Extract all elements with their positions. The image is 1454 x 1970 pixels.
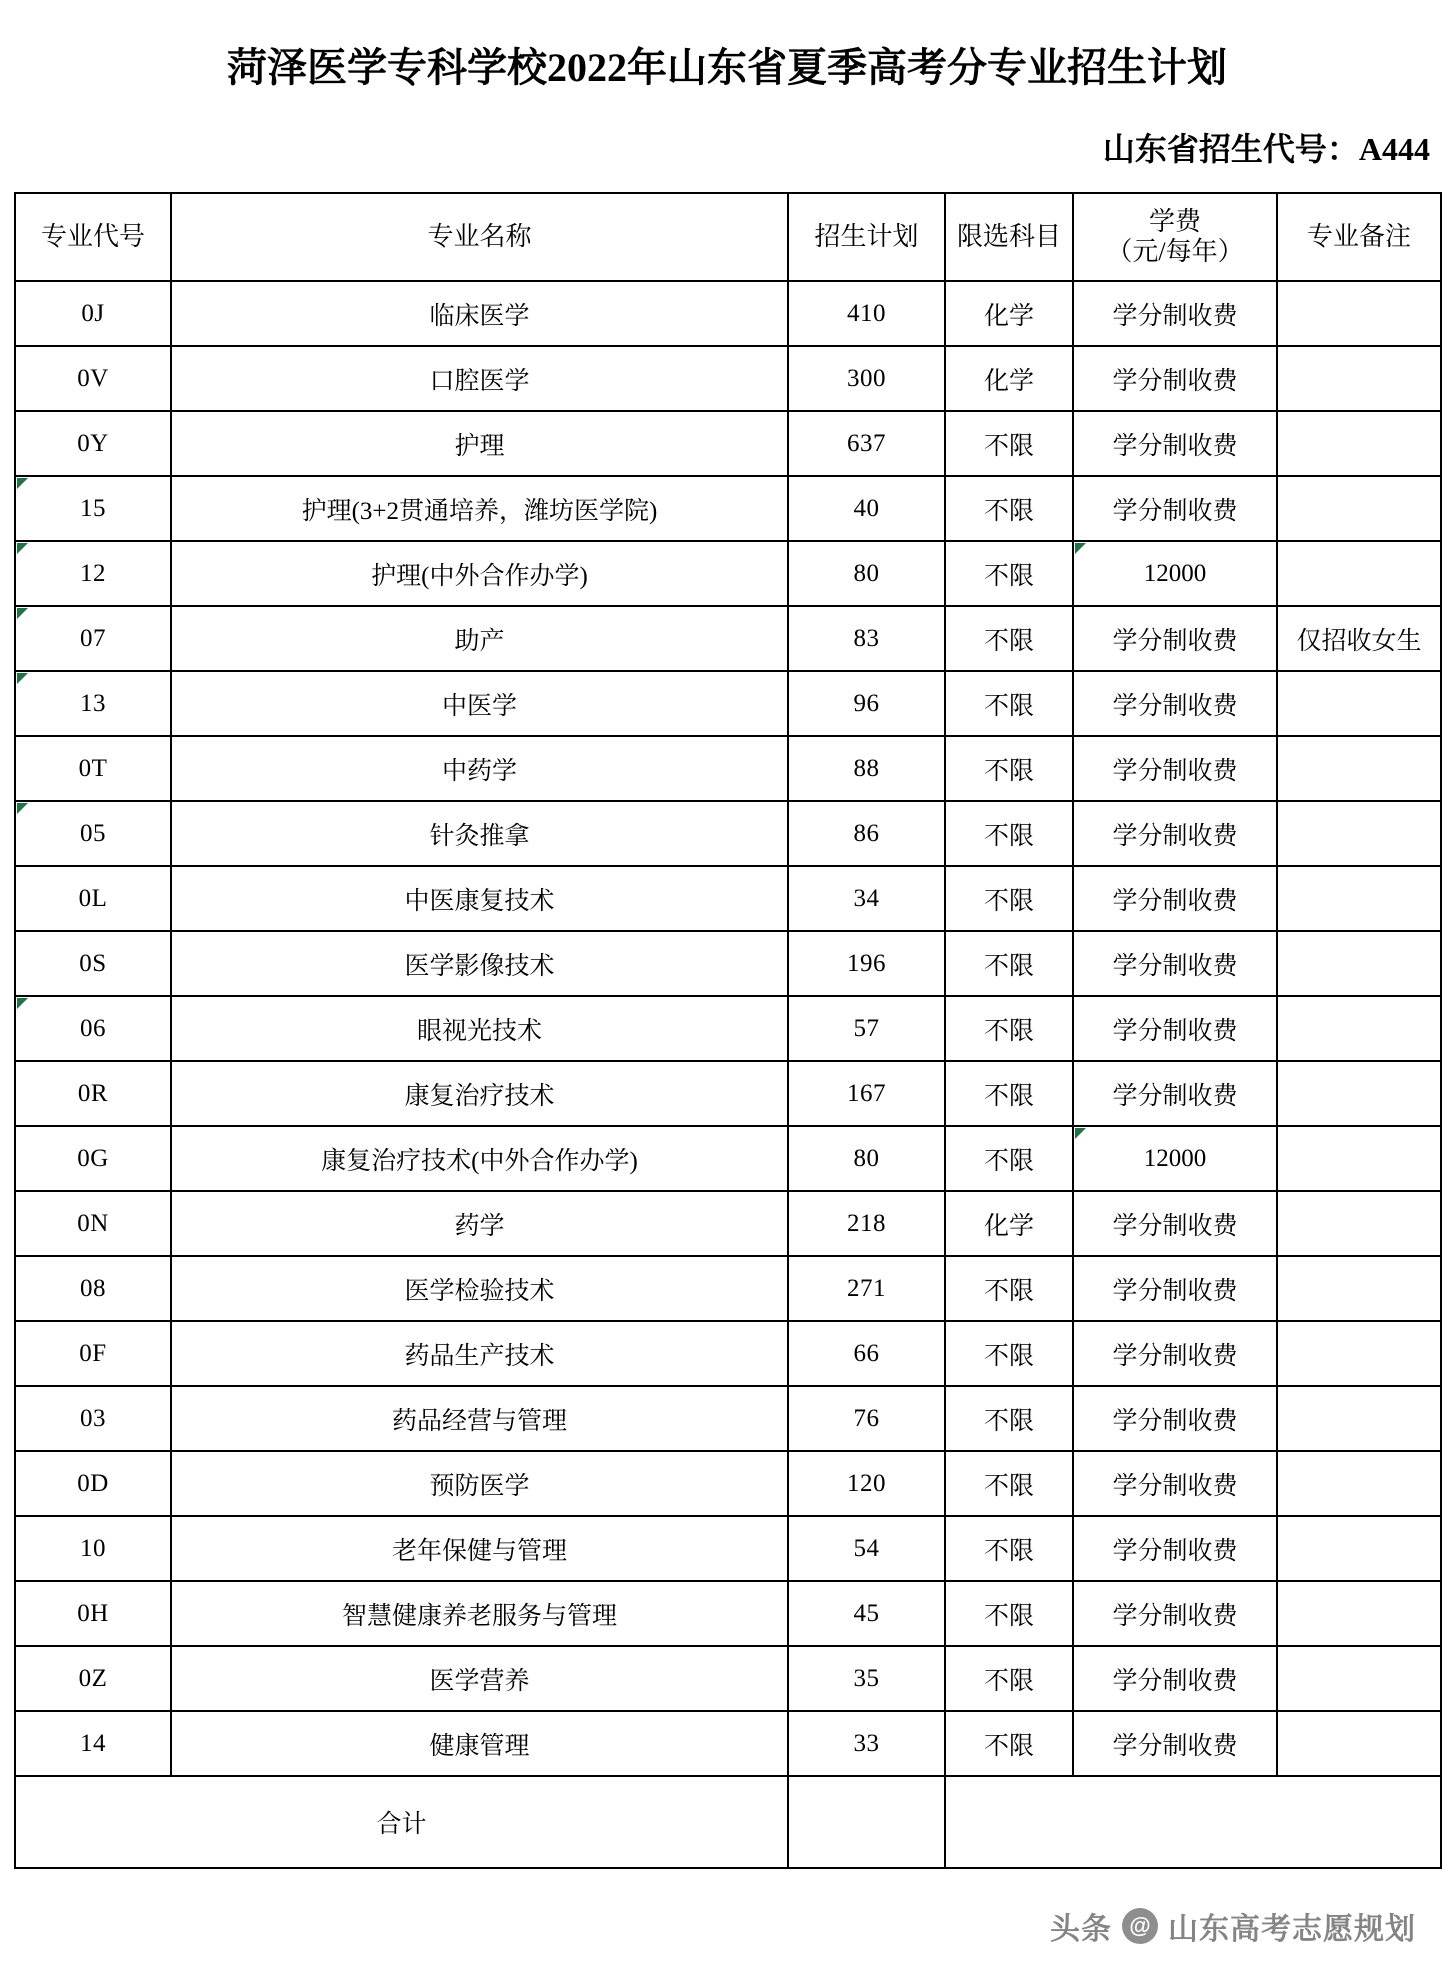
cell-major-code: 14 — [15, 1711, 171, 1776]
cell-major-code: 0V — [15, 346, 171, 411]
admission-plan-table — [14, 192, 1442, 1869]
cell-required-subject: 不限 — [945, 1386, 1073, 1451]
cell-major-note — [1277, 411, 1441, 476]
column-header-required-subject: 限选科目 — [945, 193, 1073, 281]
cell-major-code: 06 — [15, 996, 171, 1061]
cell-major-name: 眼视光技术 — [171, 996, 788, 1061]
cell-major-note — [1277, 866, 1441, 931]
cell-major-name: 老年保健与管理 — [171, 1516, 788, 1581]
cell-major-name: 医学影像技术 — [171, 931, 788, 996]
cell-major-name: 智慧健康养老服务与管理 — [171, 1581, 788, 1646]
cell-major-note — [1277, 931, 1441, 996]
cell-tuition: 学分制收费 — [1073, 411, 1277, 476]
table-row — [15, 1646, 1441, 1711]
cell-major-name: 药学 — [171, 1191, 788, 1256]
cell-total-label: 合计 — [15, 1776, 788, 1868]
cell-tuition: 学分制收费 — [1073, 281, 1277, 346]
cell-major-code: 0R — [15, 1061, 171, 1126]
cell-major-name: 中医学 — [171, 671, 788, 736]
cell-enrollment-plan: 80 — [788, 541, 945, 606]
cell-major-name: 康复治疗技术 — [171, 1061, 788, 1126]
cell-required-subject: 不限 — [945, 866, 1073, 931]
table-body — [15, 281, 1441, 1868]
column-header-major-name: 专业名称 — [171, 193, 788, 281]
cell-tuition: 学分制收费 — [1073, 1256, 1277, 1321]
cell-major-code: 05 — [15, 801, 171, 866]
cell-enrollment-plan: 300 — [788, 346, 945, 411]
cell-major-code: 03 — [15, 1386, 171, 1451]
cell-tuition: 学分制收费 — [1073, 931, 1277, 996]
cell-enrollment-plan: 35 — [788, 1646, 945, 1711]
table-row — [15, 606, 1441, 671]
cell-major-code: 0D — [15, 1451, 171, 1516]
cell-major-name: 医学检验技术 — [171, 1256, 788, 1321]
cell-major-note — [1277, 1451, 1441, 1516]
table-header-row — [15, 193, 1441, 281]
table-row — [15, 801, 1441, 866]
cell-required-subject: 不限 — [945, 801, 1073, 866]
column-header-tuition — [1073, 193, 1277, 281]
cell-major-note — [1277, 476, 1441, 541]
table-row — [15, 1581, 1441, 1646]
error-marker-icon — [17, 478, 28, 489]
cell-required-subject: 不限 — [945, 736, 1073, 801]
cell-required-subject: 不限 — [945, 1126, 1073, 1191]
cell-major-code: 0N — [15, 1191, 171, 1256]
cell-required-subject: 不限 — [945, 476, 1073, 541]
cell-major-name: 健康管理 — [171, 1711, 788, 1776]
cell-major-note — [1277, 346, 1441, 411]
cell-enrollment-plan: 80 — [788, 1126, 945, 1191]
error-marker-icon — [1075, 1128, 1086, 1139]
table-row — [15, 1321, 1441, 1386]
cell-total-plan — [788, 1776, 945, 1868]
table-row — [15, 996, 1441, 1061]
table-total-row — [15, 1776, 1441, 1868]
cell-tuition: 学分制收费 — [1073, 606, 1277, 671]
cell-major-note — [1277, 1646, 1441, 1711]
column-header-major-note: 专业备注 — [1277, 193, 1441, 281]
cell-tuition: 学分制收费 — [1073, 1191, 1277, 1256]
column-header-enrollment-plan: 招生计划 — [788, 193, 945, 281]
cell-major-name: 护理(中外合作办学) — [171, 541, 788, 606]
cell-major-name: 中医康复技术 — [171, 866, 788, 931]
cell-major-note — [1277, 801, 1441, 866]
cell-required-subject: 不限 — [945, 1061, 1073, 1126]
admission-code-subtitle: 山东省招生代号：A444 — [1102, 131, 1430, 167]
cell-major-note — [1277, 736, 1441, 801]
table-row — [15, 1386, 1441, 1451]
error-marker-icon — [17, 543, 28, 554]
cell-major-note — [1277, 1126, 1441, 1191]
cell-enrollment-plan: 271 — [788, 1256, 945, 1321]
cell-enrollment-plan: 33 — [788, 1711, 945, 1776]
cell-required-subject: 不限 — [945, 1516, 1073, 1581]
table-row — [15, 1061, 1441, 1126]
cell-major-name: 医学营养 — [171, 1646, 788, 1711]
cell-tuition: 学分制收费 — [1073, 1646, 1277, 1711]
cell-major-code: 13 — [15, 671, 171, 736]
cell-major-code: 15 — [15, 476, 171, 541]
cell-enrollment-plan: 196 — [788, 931, 945, 996]
cell-enrollment-plan: 34 — [788, 866, 945, 931]
cell-major-name: 临床医学 — [171, 281, 788, 346]
cell-enrollment-plan: 66 — [788, 1321, 945, 1386]
cell-major-name: 护理 — [171, 411, 788, 476]
table-row — [15, 411, 1441, 476]
cell-major-note — [1277, 996, 1441, 1061]
cell-enrollment-plan: 96 — [788, 671, 945, 736]
cell-enrollment-plan: 83 — [788, 606, 945, 671]
cell-major-note — [1277, 281, 1441, 346]
cell-tuition: 学分制收费 — [1073, 801, 1277, 866]
cell-tuition: 学分制收费 — [1073, 1711, 1277, 1776]
watermark-avatar-icon: @ — [1122, 1908, 1158, 1944]
cell-enrollment-plan: 637 — [788, 411, 945, 476]
cell-major-note — [1277, 1581, 1441, 1646]
cell-tuition: 学分制收费 — [1073, 736, 1277, 801]
cell-required-subject: 不限 — [945, 931, 1073, 996]
cell-required-subject: 化学 — [945, 1191, 1073, 1256]
table-row — [15, 866, 1441, 931]
cell-major-code: 0J — [15, 281, 171, 346]
cell-major-note — [1277, 1711, 1441, 1776]
cell-major-code: 12 — [15, 541, 171, 606]
cell-enrollment-plan: 54 — [788, 1516, 945, 1581]
table-row — [15, 346, 1441, 411]
cell-tuition: 学分制收费 — [1073, 996, 1277, 1061]
cell-enrollment-plan: 40 — [788, 476, 945, 541]
cell-required-subject: 不限 — [945, 411, 1073, 476]
cell-major-note — [1277, 1321, 1441, 1386]
cell-major-name: 针灸推拿 — [171, 801, 788, 866]
error-marker-icon — [17, 608, 28, 619]
cell-major-note — [1277, 1256, 1441, 1321]
column-header-major-code: 专业代号 — [15, 193, 171, 281]
error-marker-icon — [17, 673, 28, 684]
cell-major-code: 08 — [15, 1256, 171, 1321]
table-row — [15, 1451, 1441, 1516]
cell-enrollment-plan: 88 — [788, 736, 945, 801]
cell-major-name: 康复治疗技术(中外合作办学) — [171, 1126, 788, 1191]
cell-required-subject: 不限 — [945, 1321, 1073, 1386]
cell-major-code: 0F — [15, 1321, 171, 1386]
cell-major-code: 07 — [15, 606, 171, 671]
table-header — [15, 193, 1441, 281]
table-row — [15, 1711, 1441, 1776]
cell-major-note — [1277, 1191, 1441, 1256]
cell-major-code: 0T — [15, 736, 171, 801]
watermark-platform-label: 头条 — [1050, 1913, 1112, 1946]
cell-major-code: 0Z — [15, 1646, 171, 1711]
cell-tuition: 学分制收费 — [1073, 476, 1277, 541]
cell-major-note — [1277, 541, 1441, 606]
table-row — [15, 931, 1441, 996]
cell-tuition: 学分制收费 — [1073, 1061, 1277, 1126]
cell-tuition: 学分制收费 — [1073, 1451, 1277, 1516]
cell-enrollment-plan: 76 — [788, 1386, 945, 1451]
cell-major-name: 药品经营与管理 — [171, 1386, 788, 1451]
cell-tuition: 学分制收费 — [1073, 1321, 1277, 1386]
cell-enrollment-plan: 167 — [788, 1061, 945, 1126]
cell-major-name: 预防医学 — [171, 1451, 788, 1516]
cell-tuition: 学分制收费 — [1073, 346, 1277, 411]
cell-required-subject: 不限 — [945, 1581, 1073, 1646]
cell-enrollment-plan: 86 — [788, 801, 945, 866]
admission-plan-table-wrap — [14, 192, 1440, 1869]
cell-tuition: 学分制收费 — [1073, 866, 1277, 931]
cell-required-subject: 不限 — [945, 541, 1073, 606]
table-row — [15, 1126, 1441, 1191]
table-row — [15, 541, 1441, 606]
cell-major-code: 0L — [15, 866, 171, 931]
cell-major-name: 助产 — [171, 606, 788, 671]
table-row — [15, 281, 1441, 346]
cell-enrollment-plan: 120 — [788, 1451, 945, 1516]
cell-major-code: 10 — [15, 1516, 171, 1581]
error-marker-icon — [1075, 543, 1086, 554]
cell-required-subject: 化学 — [945, 346, 1073, 411]
cell-tuition: 12000 — [1073, 541, 1277, 606]
cell-major-note: 仅招收女生 — [1277, 606, 1441, 671]
cell-enrollment-plan: 57 — [788, 996, 945, 1061]
cell-major-code: 0G — [15, 1126, 171, 1191]
cell-required-subject: 不限 — [945, 1646, 1073, 1711]
table-row — [15, 1191, 1441, 1256]
watermark-author-name: 山东高考志愿规划 — [1168, 1913, 1416, 1946]
cell-major-note — [1277, 671, 1441, 736]
error-marker-icon — [17, 998, 28, 1009]
cell-major-code: 0S — [15, 931, 171, 996]
table-row — [15, 476, 1441, 541]
cell-major-code: 0H — [15, 1581, 171, 1646]
table-row — [15, 736, 1441, 801]
cell-required-subject: 不限 — [945, 606, 1073, 671]
cell-required-subject: 不限 — [945, 1451, 1073, 1516]
cell-tuition: 学分制收费 — [1073, 671, 1277, 736]
cell-total-rest — [945, 1776, 1441, 1868]
tuition-header-line1: 学费 — [1148, 207, 1201, 237]
error-marker-icon — [17, 803, 28, 814]
cell-major-code: 0Y — [15, 411, 171, 476]
cell-major-note — [1277, 1386, 1441, 1451]
cell-major-name: 中药学 — [171, 736, 788, 801]
table-row — [15, 1256, 1441, 1321]
cell-required-subject: 化学 — [945, 281, 1073, 346]
cell-tuition: 12000 — [1073, 1126, 1277, 1191]
table-row — [15, 1516, 1441, 1581]
cell-required-subject: 不限 — [945, 996, 1073, 1061]
cell-major-note — [1277, 1516, 1441, 1581]
cell-tuition: 学分制收费 — [1073, 1581, 1277, 1646]
cell-enrollment-plan: 218 — [788, 1191, 945, 1256]
cell-major-name: 药品生产技术 — [171, 1321, 788, 1386]
cell-major-name: 护理(3+2贯通培养，潍坊医学院) — [171, 476, 788, 541]
watermark — [1050, 1904, 1416, 1948]
cell-major-note — [1277, 1061, 1441, 1126]
cell-required-subject: 不限 — [945, 1256, 1073, 1321]
cell-required-subject: 不限 — [945, 1711, 1073, 1776]
table-row — [15, 671, 1441, 736]
cell-major-name: 口腔医学 — [171, 346, 788, 411]
cell-required-subject: 不限 — [945, 671, 1073, 736]
page-title: 菏泽医学专科学校2022年山东省夏季高考分专业招生计划 — [227, 45, 1227, 90]
cell-enrollment-plan: 410 — [788, 281, 945, 346]
cell-enrollment-plan: 45 — [788, 1581, 945, 1646]
cell-tuition: 学分制收费 — [1073, 1516, 1277, 1581]
cell-tuition: 学分制收费 — [1073, 1386, 1277, 1451]
tuition-header-line2: （元/每年） — [1106, 237, 1244, 267]
